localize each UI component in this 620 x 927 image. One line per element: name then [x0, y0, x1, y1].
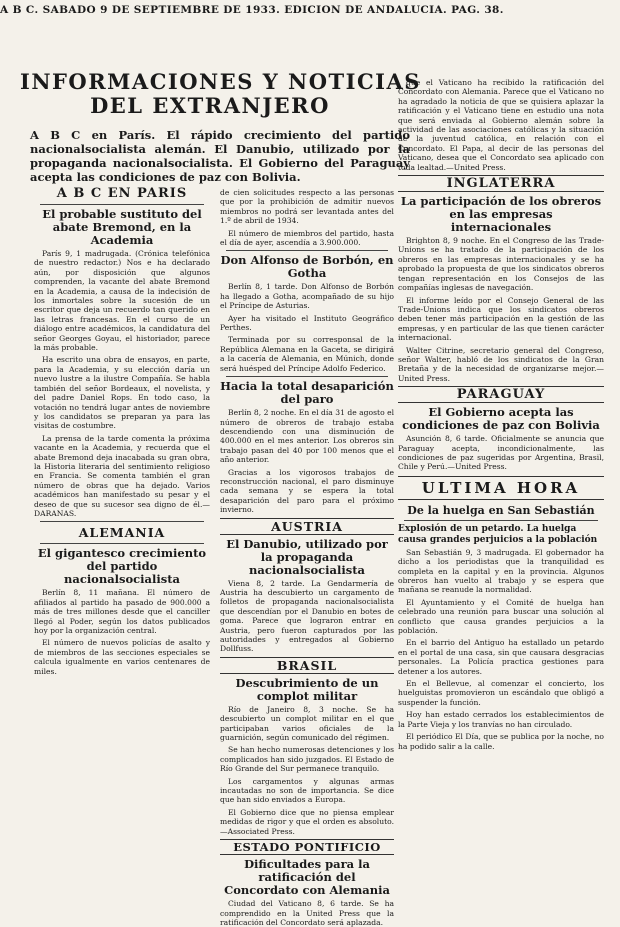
article-paragraph: La prensa de la tarde comenta la próxima vacante en la Academia, y recuerda que el abate Bremond deja inacabada su gran obra, la Historia literaria del sentimiento religioso en Francia. Se comenta también el gran número de obras que ha dejado. Varios académicos han manifestado su pesar y el deseo de que su sucesor sea digno de él.—DARANAS.: [34, 433, 210, 518]
divider: [226, 376, 388, 377]
headline-paro: Hacia la total desaparición del paro: [220, 379, 394, 407]
page-header: A B C. SABADO 9 DE SEPTIEMBRE DE 1933. EDICION DE ANDALUCIA. PAG. 38.: [0, 4, 504, 16]
article-paragraph: En el Bellevue, al comenzar el concierto, los huelguistas promovieron un escándalo que obligó a suspender la función.: [398, 679, 604, 707]
headline-danubio: El Danubio, utilizado por la propaganda nacionalsocialista: [226, 536, 388, 577]
article-paragraph: que el Vaticano ha recibido la ratificación del Concordato con Alemania. Parece que el Vaticano no ha agradado la noticia de que se quisiera aplazar la ratificación y el Vaticano tiene en estudio una nota que será enviada al Gobierno alemán sobre la actividad de las asociaciones católicas y la situación de la juventud católica, en relación con el Concordato. El Papa, al decir de las personas del Vaticano, desea que el Concordato sea aplicado con toda lealtad.—United Press.: [398, 78, 604, 172]
article-paragraph: Walter Citrine, secretario general del Congreso, señor Walter, habló de los sindicatos de la Gran Bretaña y de la necesidad de organizarse mejor.—United Press.: [398, 345, 604, 383]
main-title-line-1: INFORMACIONES Y NOTICIAS: [20, 69, 421, 94]
headline-crecimiento-partido: El gigantesco crecimiento del partido nacionalsocialista: [37, 546, 207, 587]
article-paragraph: de cien solicitudes respecto a las personas que por la prohibición de admitir nuevos miembros no podrá ser levantada antes del 1.º de abril de 1934.: [220, 188, 394, 226]
article-paragraph: Berlín 8, 2 noche. En el día 31 de agosto el número de obreros de trabajo estaba descendiendo con una disminución de 400.000 en el mes anterior. Los obreros sin trabajo pasan del 40 por 100 menos que el año anterior.: [220, 408, 394, 465]
article-paragraph: Berlín 8, 11 mañana. El número de afiliados al partido ha pasado de 900.000 a más de tres millones desde que el canciller llegó al Poder, según los datos publicados hoy por la organización central.: [34, 588, 210, 635]
section-inglaterra: INGLATERRA: [398, 175, 604, 192]
divider: [404, 520, 598, 521]
headline-concordato: Dificultades para la ratificación del Concordato con Alemania: [224, 857, 390, 898]
article-paragraph: Berlín 8, 1 tarde. Don Alfonso de Borbón ha llegado a Gotha, acompañado de su hijo el Príncipe de Asturias.: [220, 282, 394, 311]
article-paragraph: Ayer ha visitado el Instituto Geográfico Perthes.: [220, 313, 394, 333]
column-1: [34, 186, 210, 831]
divider: [40, 543, 204, 544]
article-paragraph: Los cargamentos y algunas armas incautadas no son de importancia. Se dice que han sido enviados a Europa.: [220, 776, 394, 805]
headline-alfonso-borbon: Don Alfonso de Borbón, en Gotha: [220, 253, 394, 281]
divider: [40, 521, 204, 522]
article-paragraph: Terminada por su corresponsal de la República Alemana en la Gaceta, se dirigirá a la cacería de Alemania, en Múnich, donde será huésped del Príncipe Adolfo Federico.: [220, 335, 394, 373]
divider: [40, 204, 204, 205]
article-paragraph: Río de Janeiro 8, 3 noche. Se ha descubierto un complot militar en el que participaban varios oficiales de la guarnición, según comunicado del régimen.: [220, 704, 394, 743]
summary-lead: A B C en París. El rápido crecimiento del partido nacionalsocialista alemán. El Danubio, utilizado por la propaganda nacionalsocialista. El Gobierno del Paraguay acepta las condiciones de paz con Bolivia.: [30, 128, 410, 184]
article-paragraph: El periódico El Día, que se publica por la noche, no ha podido salir a la calle.: [398, 732, 604, 751]
article-paragraph: En el barrio del Antiguo ha estallado un petardo en el portal de una casa, sin que causara desgracias personales. La Policía practica gestiones para detener a los autores.: [398, 638, 604, 676]
article-paragraph: Asunción 8, 6 tarde. Oficialmente se anuncia que Paraguay acepta, incondicionalmente, las condiciones de paz sugeridas por Argentina, Brasil, Chile y Perú.—United Press.: [398, 434, 604, 472]
article-paragraph: San Sebastián 9, 3 madrugada. El gobernador ha dicho a los periodistas que la tranquilidad es completa en la capital y en la provincia. Algunos obreros han vuelto al trabajo y se espera que mañana se reanude la normalidad.: [398, 547, 604, 595]
article-paragraph: El número de nuevos policías de asalto y de miembros de las secciones especiales se calcula igualmente en varios centenares de miles.: [34, 638, 210, 676]
column-2: [220, 186, 394, 927]
section-estado-pontificio: ESTADO PONTIFICIO: [220, 839, 394, 855]
article-paragraph: Ciudad del Vaticano 8, 6 tarde. Se ha comprendido en la United Press que la ratificación del Concordato será aplazada.: [220, 899, 394, 927]
headline-paz-bolivia: El Gobierno acepta las condiciones de paz con Bolivia: [402, 405, 600, 433]
article-paragraph: Viena 8, 2 tarde. La Gendarmería de Austria ha descubierto un cargamento de folletos de propaganda nacionalsocialista que descendían por el Danubio en botes de goma. Parece que lograron entrar en Austria, pero fueron capturados por las autoridades y entregados al Gobierno Dollfuss.: [220, 578, 394, 654]
article-paragraph: El Ayuntamiento y el Comité de huelga han celebrado una reunión para buscar una solución al conflicto que causa grandes perjuicios a la población.: [398, 597, 604, 636]
article-paragraph: Gracias a los vigorosos trabajos de reconstrucción nacional, el paro disminuye cada semana y se espera la total desaparición del paro para el próximo invierno.: [220, 467, 394, 515]
main-title-line-2: DEL EXTRANJERO: [90, 93, 330, 118]
headline-abate-bremond: El probable sustituto del abate Bremond, en la Academia: [42, 207, 202, 247]
section-abc-en-paris: A B C EN PARIS: [56, 186, 188, 201]
article-paragraph: El número de miembros del partido, hasta el día de ayer, ascendía a 3.900.000.: [220, 228, 394, 248]
article-paragraph: París 9, 1 madrugada. (Crónica telefónica de nuestro redactor.) Nos e ha declarado aún, por disposición que algunos comprenden, la vacante del abate Bremond en la Academia, a causa de la indecisión de los inmortales sobre la sucesión de un escritor que deja un recuerdo tan querido en las letras francesas. En el curso de un diálogo entre académicos, la candidatura del señor Georges Goyau, el historiador, parece la más probable.: [34, 249, 210, 353]
headline-participacion-obreros: La participación de los obreros en las empresas internacionales: [400, 194, 602, 235]
headline-complot: Descubrimiento de un complot militar: [235, 675, 379, 703]
subheadline-petardo: Explosión de un petardo. La huelga causa grandes perjuicios a la población: [398, 523, 598, 545]
article-paragraph: Brighton 8, 9 noche. En el Congreso de las Trade-Unions se ha tratado de la participación de los obreros en las empresas internacionales y se ha aprobado la propuesta de que los sindicatos obreros tengan representación en los Consejos de las compañías inglesas de navegación.: [398, 236, 604, 293]
column-3: [398, 76, 604, 831]
headline-huelga-san-sebastian: De la huelga en San Sebastián: [407, 503, 595, 517]
article-paragraph: Ha escrito una obra de ensayos, en parte, para la Academia, y su elección daría un nuevo lustre a la ilustre Compañía. Se habla también del señor Bordeaux, el novelista, y del padre Daniel Rops. En todo caso, la votación no tendrá lugar antes de noviembre y los candidatos se preparan ya para las visitas de costumbre.: [34, 355, 210, 431]
main-title: [20, 69, 421, 118]
section-austria: AUSTRIA: [220, 518, 394, 535]
section-alemania: ALEMANIA: [78, 525, 166, 541]
article-paragraph: El Gobierno dice que no piensa emplear medidas de rigor y que el orden es absoluto.—Associated Press.: [220, 807, 394, 836]
section-ultima-hora: ULTIMA HORA: [398, 476, 604, 500]
divider: [226, 250, 388, 251]
article-paragraph: Hoy han estado cerrados los establecimientos de la Parte Vieja y los tranvías no han circulado.: [398, 710, 604, 729]
article-paragraph: Se han hecho numerosas detenciones y los complicados han sido juzgados. El Estado de Río Grande del Sur permanece tranquilo.: [220, 745, 394, 774]
article-paragraph: El informe leído por el Consejo General de las Trade-Unions indica que los sindicatos obreros deben tener más participación en la gestión de las empresas, y en particular de las que tienen carácter internacional.: [398, 295, 604, 343]
section-brasil: BRASIL: [220, 657, 394, 674]
section-paraguay: PARAGUAY: [398, 386, 604, 403]
